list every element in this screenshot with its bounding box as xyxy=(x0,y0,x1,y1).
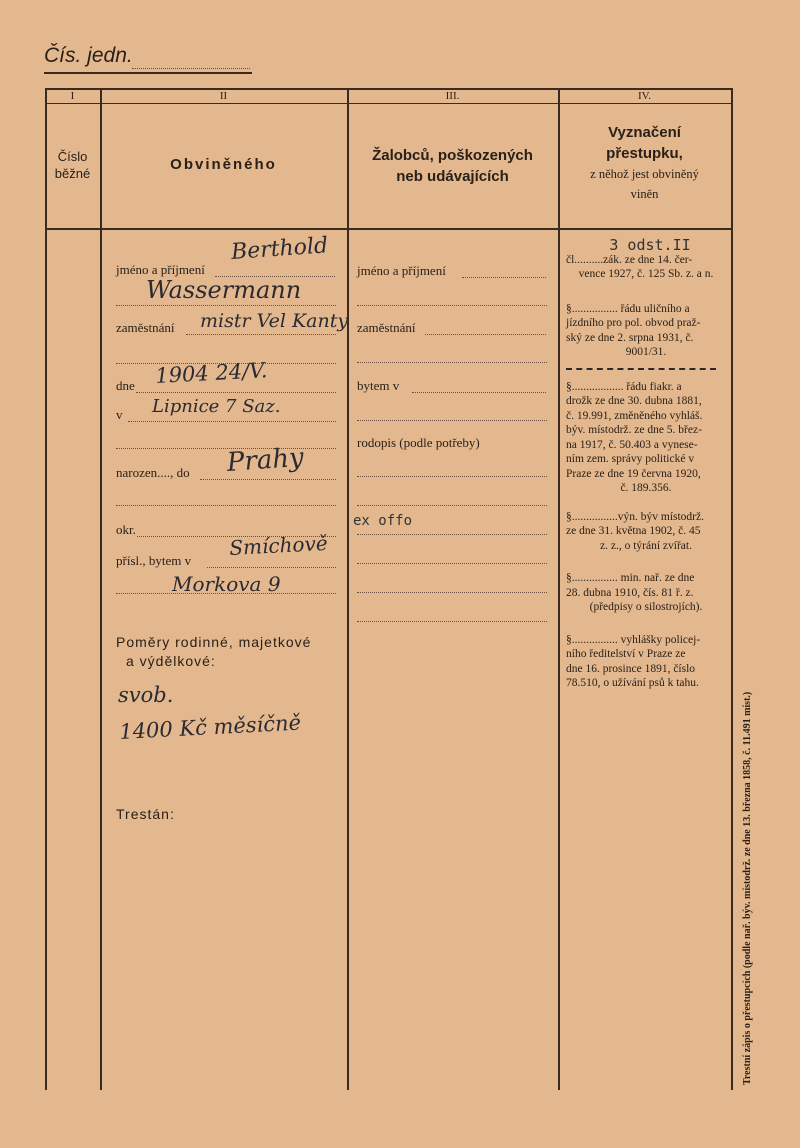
header-rule xyxy=(44,72,252,74)
col4-numeral: IV. xyxy=(638,90,651,102)
offense-dash-separator xyxy=(566,368,716,370)
accused-born-label: narozen...., do xyxy=(116,465,190,480)
offense-p4: §................výn. býv místodrž. ze dne 31. května 1902, č. 45 z. z., o týrání zvířat. xyxy=(566,510,704,552)
accused-name-label: jméno a příjmení xyxy=(116,262,205,277)
col2-title: Obviněného xyxy=(170,156,277,173)
accused-in-label: v xyxy=(116,407,123,422)
accused-surname: Wassermann xyxy=(146,276,302,304)
accused-domicile-label: přísl., bytem v xyxy=(116,553,192,568)
plaintiff-occupation-label: zaměstnání xyxy=(357,320,416,335)
offense-p6: §................ vyhlášky policej- ního ředitelství v Praze ze dne 16. prosince 1891, číslo 78.510, o užívání psů k tahu. xyxy=(566,633,701,689)
offense-p2: §................ řádu uličního a jízdního pro pol. obvod praž- ský ze dne 2. srpna 1931, č. 9001/31. xyxy=(566,302,701,358)
plaintiff-genealogy-label: rodopis (podle potřeby) xyxy=(357,435,480,450)
accused-family-status: svob. xyxy=(118,683,174,707)
col1-title: Číslo běžné xyxy=(54,149,91,181)
accused-occupation-label: zaměstnání xyxy=(116,320,175,335)
col2-numeral: II xyxy=(219,90,228,102)
col3-title: Žalobců, poškozených neb udávajících xyxy=(372,147,533,185)
accused-date: 1904 24/V. xyxy=(154,358,268,388)
accused-birthplace: Lipnice 7 Saz. xyxy=(152,396,281,417)
offense-typed: 3 odst.II xyxy=(609,236,691,254)
offense-p5: §................ min. nař. ze dne 28. dubna 1910, čís. 81 ř. z. (předpisy o silostrojích). xyxy=(566,572,703,613)
col1-numeral: I xyxy=(70,90,75,102)
accused-domicile: Smíchově xyxy=(228,530,329,560)
accused-punished-label: Trestán: xyxy=(116,806,175,822)
offense-p1: čl..........zák. ze dne 14. čer- vence 1927, č. 125 Sb. z. a n. xyxy=(566,253,714,280)
accused-district-label: okr. xyxy=(116,522,136,537)
plaintiff-residence-label: bytem v xyxy=(357,378,400,393)
col3-numeral: III. xyxy=(445,90,460,102)
offense-p3: §.................. řádu fiakr. a drožk ze dne 30. dubna 1881, č. 19.991, změněného vyhláš. býv. místodrž. ze dne 5. břez- na 1917, č. 50.403 a vynese- ním zem. správy politické v Praze ze dne 19 června 1920, č. 189.356. xyxy=(566,380,703,494)
accused-born-to: Prahy xyxy=(225,442,305,478)
plaintiff-name-label: jméno a příjmení xyxy=(357,263,446,278)
plaintiff-ex-officio: ex offo xyxy=(353,513,413,529)
accused-family-label: Poměry rodinné, majetkové a výdělkové: xyxy=(116,634,312,669)
accused-date-label: dne xyxy=(116,378,135,393)
accused-first-name: Berthold xyxy=(230,233,329,265)
accused-occupation: mistr Vel Kanty xyxy=(200,310,349,332)
accused-street: Morkova 9 xyxy=(172,572,281,596)
col4-title: Vyznačení přestupku, z něhož jest obviněný viněn xyxy=(590,124,699,201)
side-note: Trestní zápis o přestupcích (podle nař. býv. místodrž. ze dne 13. března 1858, č. 11.491 míst.) xyxy=(742,691,753,1085)
cis-jedn-label: Čís. jedn. xyxy=(44,44,133,67)
cis-jedn-line xyxy=(132,68,250,69)
accused-income: 1400 Kč měsíčně xyxy=(118,710,302,744)
offense-section xyxy=(566,238,726,691)
